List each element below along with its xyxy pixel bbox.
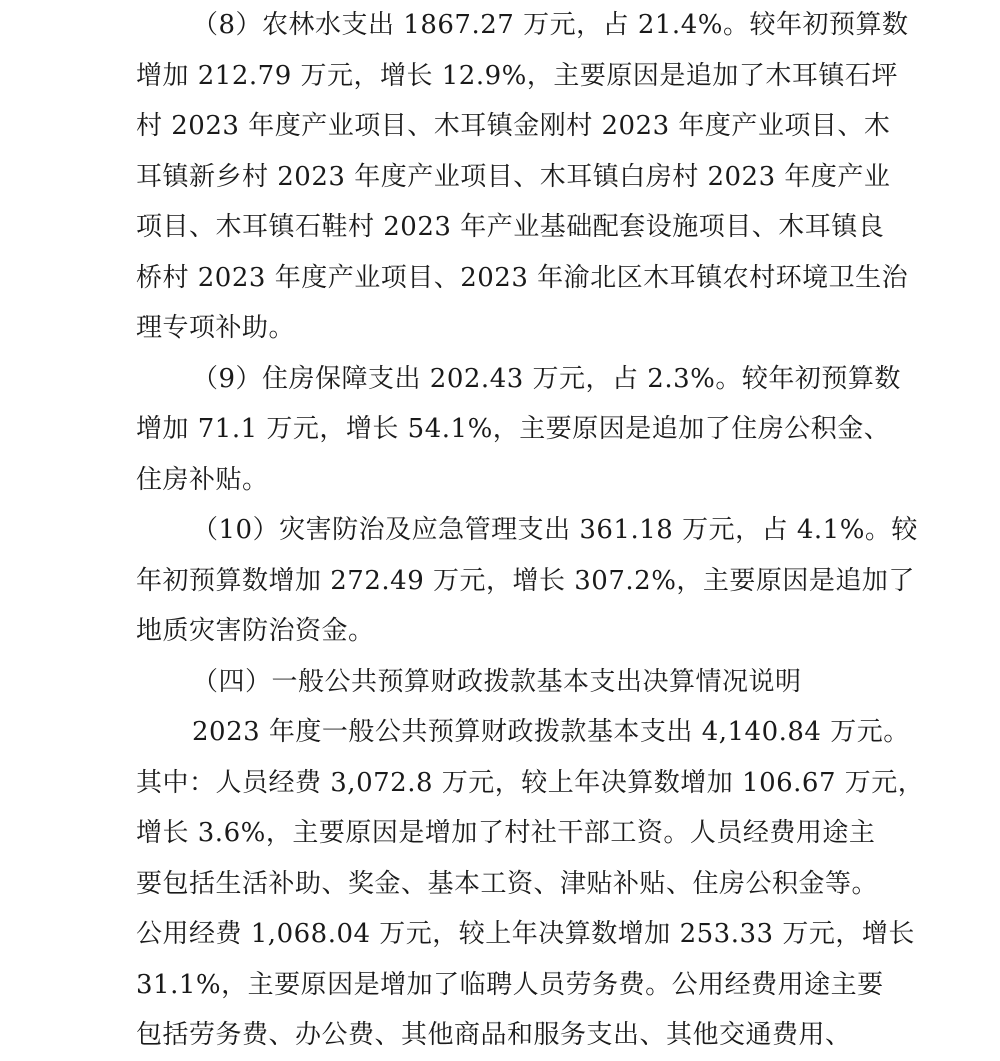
paragraph-line: 增加 212.79 万元，增长 12.9%，主要原因是追加了木耳镇石坪 [136,60,898,91]
paragraph-line: （10）灾害防治及应急管理支出 361.18 万元，占 4.1%。较 [192,515,918,545]
paragraph-line: 桥村 2023 年度产业项目、2023 年渝北区木耳镇农村环境卫生治 [136,262,909,293]
paragraph-line: （9）住房保障支出 202.43 万元，占 2.3%。较年初预算数 [192,363,901,394]
paragraph-line: 村 2023 年度产业项目、木耳镇金刚村 2023 年度产业项目、木 [136,111,891,141]
paragraph-line: 理专项补助。 [136,313,296,343]
paragraph-line: 项目、木耳镇石鞋村 2023 年产业基础配套设施项目、木耳镇良 [136,212,885,242]
paragraph-line: 增加 71.1 万元，增长 54.1%，主要原因是追加了住房公积金、 [136,414,891,444]
paragraph-line: 要包括生活补助、奖金、基本工资、津贴补贴、住房公积金等。 [136,868,879,899]
paragraph-line: 年初预算数增加 272.49 万元，增长 307.2%，主要原因是追加了 [136,565,915,596]
paragraph-line: 包括劳务费、办公费、其他商品和服务支出、其他交通费用、 [136,1020,852,1050]
paragraph-line: 耳镇新乡村 2023 年度产业项目、木耳镇白房村 2023 年度产业 [136,161,891,192]
paragraph-line: 31.1%，主要原因是增加了临聘人员劳务费。公用经费用途主要 [136,969,884,1000]
section-heading: （四）一般公共预算财政拨款基本支出决算情况说明 [192,666,802,697]
document-page [136,0,925,1061]
paragraph-line: 地质灾害防治资金。 [136,616,375,646]
paragraph-line: 增长 3.6%，主要原因是增加了村社干部工资。人员经费用途主 [136,818,876,848]
paragraph-line: 公用经费 1,068.04 万元，较上年决算数增加 253.33 万元，增长 [136,919,915,949]
paragraph-line: 其中：人员经费 3,072.8 万元，较上年决算数增加 106.67 万元， [136,767,925,798]
paragraph-line: 2023 年度一般公共预算财政拨款基本支出 4,140.84 万元。 [192,717,910,747]
paragraph-line: （8）农林水支出 1867.27 万元，占 21.4%。较年初预算数 [192,10,909,40]
paragraph-line: 住房补贴。 [136,464,269,495]
